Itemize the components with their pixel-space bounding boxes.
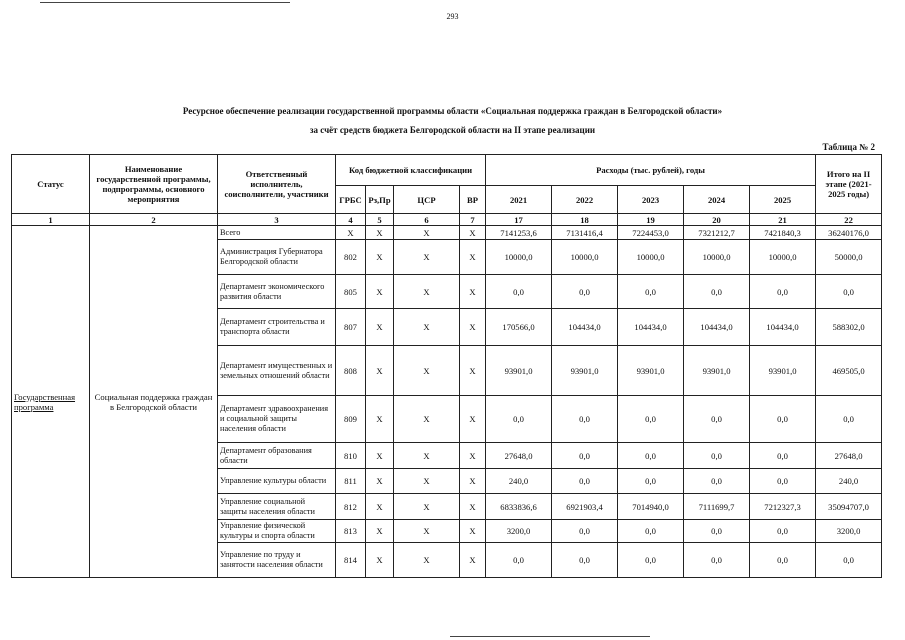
cell-csr: X — [394, 226, 460, 240]
cell-y2023: 0,0 — [618, 469, 684, 494]
cell-grbs: 807 — [336, 309, 366, 346]
cell-vr: X — [460, 396, 486, 443]
cell-y2022: 6921903,4 — [552, 494, 618, 520]
header-year-2021: 2021 — [486, 186, 552, 214]
cell-rzpr: X — [366, 543, 394, 578]
cell-y2024: 10000,0 — [684, 240, 750, 275]
executor-cell: Департамент имущественных и земельных отношений области — [218, 346, 336, 396]
cell-rzpr: X — [366, 396, 394, 443]
executor-cell: Департамент строительства и транспорта области — [218, 309, 336, 346]
cell-y2021: 0,0 — [486, 543, 552, 578]
cell-y2025: 0,0 — [750, 443, 816, 469]
cell-total: 27648,0 — [816, 443, 882, 469]
header-year-2024: 2024 — [684, 186, 750, 214]
header-csr: ЦСР — [394, 186, 460, 214]
cell-y2025: 0,0 — [750, 543, 816, 578]
header-grbs: ГРБС — [336, 186, 366, 214]
cell-csr: X — [394, 494, 460, 520]
cell-grbs: 813 — [336, 520, 366, 543]
table-label: Таблица № 2 — [822, 142, 875, 152]
cell-vr: X — [460, 309, 486, 346]
executor-cell: Администрация Губернатора Белгородской области — [218, 240, 336, 275]
cell-grbs: 814 — [336, 543, 366, 578]
cell-y2022: 93901,0 — [552, 346, 618, 396]
cell-rzpr: X — [366, 520, 394, 543]
cell-y2023: 0,0 — [618, 520, 684, 543]
cell-csr: X — [394, 443, 460, 469]
cell-total: 469505,0 — [816, 346, 882, 396]
cell-total: 0,0 — [816, 396, 882, 443]
table-body — [12, 226, 882, 578]
column-number-row — [12, 214, 882, 226]
cell-y2024: 7111699,7 — [684, 494, 750, 520]
cell-y2023: 10000,0 — [618, 240, 684, 275]
cell-vr: X — [460, 469, 486, 494]
cell-y2021: 6833836,6 — [486, 494, 552, 520]
cell-y2025: 7421840,3 — [750, 226, 816, 240]
cell-y2024: 7321212,7 — [684, 226, 750, 240]
cell-y2025: 93901,0 — [750, 346, 816, 396]
cell-vr: X — [460, 543, 486, 578]
cell-csr: X — [394, 309, 460, 346]
cell-vr: X — [460, 443, 486, 469]
column-number: 5 — [366, 214, 394, 226]
cell-y2024: 0,0 — [684, 275, 750, 309]
cell-y2023: 0,0 — [618, 396, 684, 443]
cell-grbs: X — [336, 226, 366, 240]
cell-y2025: 7212327,3 — [750, 494, 816, 520]
cell-y2022: 10000,0 — [552, 240, 618, 275]
cell-rzpr: X — [366, 494, 394, 520]
executor-cell: Управление по труду и занятости населения области — [218, 543, 336, 578]
cell-y2021: 0,0 — [486, 275, 552, 309]
cell-grbs: 811 — [336, 469, 366, 494]
cell-y2022: 0,0 — [552, 469, 618, 494]
status-cell — [12, 226, 90, 578]
cell-grbs: 805 — [336, 275, 366, 309]
executor-cell: Департамент экономического развития области — [218, 275, 336, 309]
cell-y2024: 0,0 — [684, 469, 750, 494]
cell-y2025: 0,0 — [750, 396, 816, 443]
cell-csr: X — [394, 520, 460, 543]
executor-cell: Управление физической культуры и спорта области — [218, 520, 336, 543]
header-executor: Ответственный исполнитель, соисполнители, участники — [218, 155, 336, 214]
cell-rzpr: X — [366, 469, 394, 494]
header-rzpr: Рз,Пр — [366, 186, 394, 214]
cell-vr: X — [460, 520, 486, 543]
cell-vr: X — [460, 275, 486, 309]
cell-rzpr: X — [366, 346, 394, 396]
cell-y2022: 0,0 — [552, 396, 618, 443]
cell-y2024: 0,0 — [684, 520, 750, 543]
cell-rzpr: X — [366, 443, 394, 469]
cell-y2022: 104434,0 — [552, 309, 618, 346]
document-subtitle: за счёт средств бюджета Белгородской области на II этапе реализации — [309, 125, 596, 135]
cell-grbs: 802 — [336, 240, 366, 275]
cell-y2021: 7141253,6 — [486, 226, 552, 240]
cell-csr: X — [394, 469, 460, 494]
cell-csr: X — [394, 275, 460, 309]
header-expenses: Расходы (тыс. рублей), годы — [486, 155, 816, 186]
cell-y2023: 93901,0 — [618, 346, 684, 396]
header-vr: ВР — [460, 186, 486, 214]
cell-y2025: 104434,0 — [750, 309, 816, 346]
header-year-2025: 2025 — [750, 186, 816, 214]
cell-y2025: 0,0 — [750, 520, 816, 543]
executor-cell: Департамент здравоохранения и социальной защиты населения области — [218, 396, 336, 443]
table-row — [12, 226, 882, 240]
header-budget-code: Код бюджетной классификации — [336, 155, 486, 186]
header-program-name: Наименование государственной программы, подпрограммы, основного мероприятия — [90, 155, 218, 214]
cell-y2022: 0,0 — [552, 543, 618, 578]
cell-y2022: 0,0 — [552, 443, 618, 469]
executor-cell: Управление культуры области — [218, 469, 336, 494]
cell-y2024: 0,0 — [684, 443, 750, 469]
cell-csr: X — [394, 346, 460, 396]
page-number: 293 — [446, 12, 459, 21]
column-number: 4 — [336, 214, 366, 226]
cell-vr: X — [460, 240, 486, 275]
cell-y2024: 104434,0 — [684, 309, 750, 346]
cell-csr: X — [394, 396, 460, 443]
program-name-cell: Социальная поддержка граждан в Белгородской области — [90, 226, 218, 578]
cell-total: 35094707,0 — [816, 494, 882, 520]
cell-y2023: 7224453,0 — [618, 226, 684, 240]
header-row-top — [12, 155, 882, 186]
cell-total: 50000,0 — [816, 240, 882, 275]
column-number: 21 — [750, 214, 816, 226]
cell-rzpr: X — [366, 275, 394, 309]
column-number: 3 — [218, 214, 336, 226]
cell-y2025: 0,0 — [750, 275, 816, 309]
scan-mark-bottom — [450, 636, 650, 637]
scan-mark-top-left — [40, 2, 290, 3]
cell-total: 588302,0 — [816, 309, 882, 346]
column-number: 19 — [618, 214, 684, 226]
cell-grbs: 808 — [336, 346, 366, 396]
cell-y2023: 104434,0 — [618, 309, 684, 346]
column-number: 2 — [90, 214, 218, 226]
column-number: 22 — [816, 214, 882, 226]
cell-y2023: 0,0 — [618, 543, 684, 578]
cell-y2021: 27648,0 — [486, 443, 552, 469]
cell-csr: X — [394, 240, 460, 275]
header-total: Итого на II этапе (2021-2025 годы) — [816, 155, 882, 214]
cell-grbs: 812 — [336, 494, 366, 520]
cell-y2023: 0,0 — [618, 275, 684, 309]
cell-y2021: 3200,0 — [486, 520, 552, 543]
cell-y2021: 0,0 — [486, 396, 552, 443]
cell-y2024: 93901,0 — [684, 346, 750, 396]
executor-cell: Управление социальной защиты населения области — [218, 494, 336, 520]
cell-vr: X — [460, 494, 486, 520]
cell-vr: X — [460, 226, 486, 240]
cell-vr: X — [460, 346, 486, 396]
cell-y2021: 240,0 — [486, 469, 552, 494]
header-year-2023: 2023 — [618, 186, 684, 214]
column-number: 7 — [460, 214, 486, 226]
cell-y2022: 7131416,4 — [552, 226, 618, 240]
column-number: 18 — [552, 214, 618, 226]
cell-y2024: 0,0 — [684, 396, 750, 443]
cell-y2025: 10000,0 — [750, 240, 816, 275]
cell-grbs: 809 — [336, 396, 366, 443]
cell-y2021: 170566,0 — [486, 309, 552, 346]
executor-cell: Всего — [218, 226, 336, 240]
column-number: 1 — [12, 214, 90, 226]
cell-total: 0,0 — [816, 275, 882, 309]
cell-y2022: 0,0 — [552, 520, 618, 543]
cell-y2023: 7014940,0 — [618, 494, 684, 520]
column-number: 20 — [684, 214, 750, 226]
cell-y2021: 10000,0 — [486, 240, 552, 275]
column-number: 17 — [486, 214, 552, 226]
cell-y2023: 0,0 — [618, 443, 684, 469]
cell-total: 0,0 — [816, 543, 882, 578]
cell-total: 3200,0 — [816, 520, 882, 543]
header-year-2022: 2022 — [552, 186, 618, 214]
cell-y2024: 0,0 — [684, 543, 750, 578]
header-status: Статус — [12, 155, 90, 214]
cell-total: 36240176,0 — [816, 226, 882, 240]
cell-y2021: 93901,0 — [486, 346, 552, 396]
column-number: 6 — [394, 214, 460, 226]
cell-total: 240,0 — [816, 469, 882, 494]
cell-csr: X — [394, 543, 460, 578]
status-value: Государственная программа — [14, 391, 76, 412]
document-title: Ресурсное обеспечение реализации государственной программы области «Социальная поддержка граждан в Белгородской области» — [182, 106, 723, 116]
cell-y2022: 0,0 — [552, 275, 618, 309]
executor-cell: Департамент образования области — [218, 443, 336, 469]
cell-rzpr: X — [366, 240, 394, 275]
resource-table — [11, 154, 882, 578]
cell-y2025: 0,0 — [750, 469, 816, 494]
cell-grbs: 810 — [336, 443, 366, 469]
cell-rzpr: X — [366, 309, 394, 346]
cell-rzpr: X — [366, 226, 394, 240]
